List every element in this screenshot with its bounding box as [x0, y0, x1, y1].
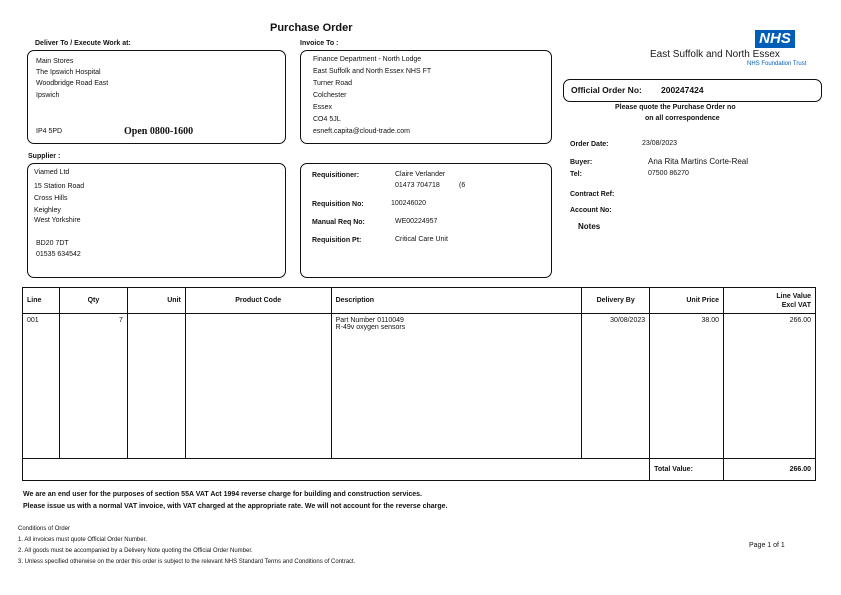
- total-value: 266.00: [724, 459, 816, 481]
- quote-note-1: Please quote the Purchase Order no: [615, 104, 736, 111]
- condition-3: 3. Unless specified otherwise on the order this order is subject to the relevant NHS Standard Terms and Conditions of Contract.: [18, 559, 356, 565]
- total-spacer: [23, 459, 650, 481]
- page-title: Purchase Order: [270, 22, 353, 34]
- row-unit: [127, 314, 185, 459]
- invoice-line-1: Finance Department - North Lodge: [313, 56, 422, 63]
- invoice-line-6: CO4 5JL: [313, 116, 341, 123]
- deliver-line-1: Main Stores: [36, 58, 74, 65]
- supplier-phone: 01535 634542: [36, 251, 81, 258]
- col-line: Line: [23, 288, 60, 314]
- account-no-label: Account No:: [570, 207, 612, 214]
- contract-ref-label: Contract Ref:: [570, 191, 615, 198]
- manual-req-label: Manual Req No:: [312, 219, 365, 226]
- deliver-line-2: The Ipswich Hospital: [36, 69, 101, 76]
- col-line-value-label: Line Value: [776, 292, 811, 300]
- req-no: 100246020: [391, 200, 427, 207]
- page-number: Page 1 of 1: [749, 542, 785, 549]
- requisitioner-label: Requisitioner:: [312, 172, 360, 179]
- buyer-name: Ana Rita Martins Corte-Real: [648, 157, 749, 166]
- table-header-row: [23, 288, 816, 314]
- vat-note-1: We are an end user for the purposes of section 55A VAT Act 1994 reverse charge for building and construction services.: [23, 491, 422, 498]
- invoice-to-box: [300, 50, 552, 144]
- deliver-postcode: IP4 5PD: [36, 128, 63, 135]
- invoice-line-2: East Suffolk and North Essex NHS FT: [313, 68, 432, 75]
- supplier-line-4: Keighley: [34, 207, 61, 214]
- buyer-label: Buyer:: [570, 159, 593, 166]
- foundation-trust: NHS Foundation Trust: [747, 61, 807, 67]
- condition-2: 2. All goods must be accompanied by a Delivery Note quoting the Official Order Number.: [18, 548, 253, 554]
- row-delivery-by: 30/08/2023: [582, 314, 650, 459]
- notes-label: Notes: [578, 222, 601, 231]
- supplier-postcode: BD20 7DT: [36, 240, 69, 247]
- row-description: [331, 314, 582, 459]
- invoice-email: esneft.capita@cloud-trade.com: [313, 128, 410, 135]
- supplier-line-3: Cross Hills: [34, 195, 68, 202]
- invoice-line-3: Turner Road: [313, 80, 353, 87]
- deliver-line-4: Ipswich: [36, 92, 60, 99]
- row-product-code: [185, 314, 331, 459]
- vat-note-2: Please issue us with a normal VAT invoice, with VAT charged at the appropriate rate. We will not account for the reverse charge.: [23, 503, 448, 510]
- order-number-box: [563, 79, 822, 102]
- req-pt-label: Requisition Pt:: [312, 237, 362, 244]
- row-line-value: 266.00: [724, 314, 816, 459]
- conditions: [18, 524, 355, 568]
- col-line-value-sub: Excl VAT: [781, 301, 811, 309]
- buyer-tel: 07500 86270: [648, 170, 689, 177]
- total-row: [23, 459, 816, 481]
- supplier-box: [27, 163, 286, 278]
- deliver-line-3: Woodbridge Road East: [36, 80, 109, 87]
- row-unit-price: 38.00: [650, 314, 724, 459]
- supplier-line-2: 15 Station Road: [34, 183, 85, 190]
- order-number-label: Official Order No:: [571, 85, 642, 95]
- tel-label: Tel:: [570, 171, 582, 178]
- requisitioner-phone-suffix: (6: [459, 182, 466, 189]
- requisitioner-phone: 01473 704718: [395, 182, 440, 189]
- col-unit-price: Unit Price: [650, 288, 724, 314]
- nhs-logo: NHS: [755, 30, 795, 48]
- order-items-table: [22, 287, 816, 481]
- col-delivery-by: Delivery By: [582, 288, 650, 314]
- col-line-value: [724, 288, 816, 314]
- deliver-to-box: [27, 50, 286, 144]
- total-label: Total Value:: [650, 459, 724, 481]
- col-qty: Qty: [59, 288, 127, 314]
- req-no-label: Requisition No:: [312, 201, 364, 208]
- invoice-line-4: Colchester: [313, 92, 347, 99]
- supplier-line-5: West Yorkshire: [34, 217, 81, 224]
- invoice-line-5: Essex: [313, 104, 333, 111]
- deliver-to-heading: Deliver To / Execute Work at:: [35, 40, 131, 47]
- row-qty: 7: [59, 314, 127, 459]
- supplier-heading: Supplier :: [28, 153, 61, 160]
- conditions-heading: Conditions of Order: [18, 526, 71, 532]
- row-desc-2: R-49v oxygen sensors: [335, 324, 406, 331]
- order-number: 200247424: [661, 85, 704, 95]
- manual-req-no: WE00224957: [395, 218, 438, 225]
- order-date-label: Order Date:: [570, 141, 609, 148]
- condition-1: 1. All invoices must quote Official Order Number.: [18, 537, 147, 543]
- requisition-box: [300, 163, 552, 278]
- req-pt: Critical Care Unit: [395, 236, 448, 243]
- row-line: 001: [23, 314, 60, 459]
- trust-name: East Suffolk and North Essex: [650, 49, 780, 60]
- supplier-line-1: Viamed Ltd: [34, 169, 70, 176]
- quote-note-2: on all correspondence: [645, 115, 720, 122]
- col-description: Description: [331, 288, 582, 314]
- requisitioner-name: Claire Verlander: [395, 171, 446, 178]
- col-product-code: Product Code: [185, 288, 331, 314]
- col-unit: Unit: [127, 288, 185, 314]
- row-desc-1: Part Number 0110049: [335, 317, 404, 324]
- table-row: [23, 314, 816, 459]
- opening-hours: Open 0800-1600: [124, 126, 194, 137]
- order-date: 23/08/2023: [642, 140, 678, 147]
- invoice-to-heading: Invoice To :: [300, 40, 339, 47]
